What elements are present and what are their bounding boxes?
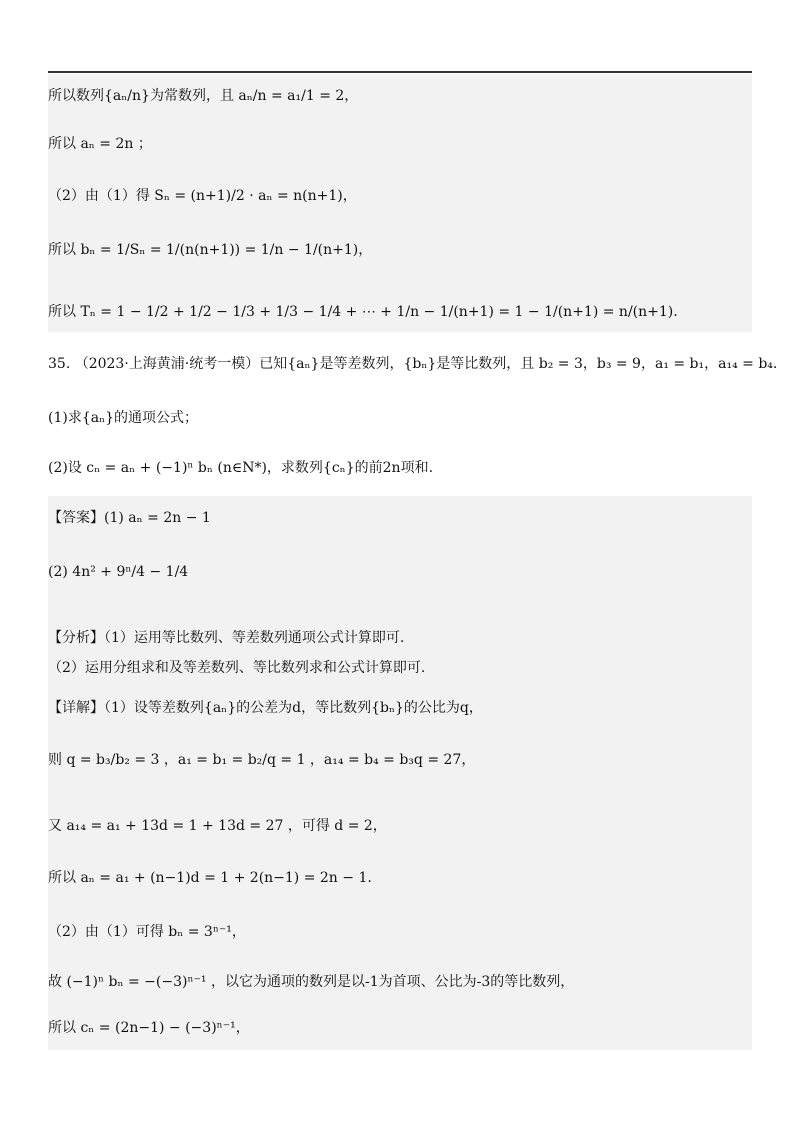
detail-line-5: （2）由（1）可得 bₙ = 3ⁿ⁻¹， bbox=[48, 924, 246, 940]
solution-line-3: （2）由（1）得 Sₙ = (n+1)/2 · aₙ = n(n+1)， bbox=[48, 188, 357, 204]
top-rule bbox=[48, 71, 752, 73]
answer-part-2: (2) 4n² + 9ⁿ/4 − 1/4 bbox=[48, 564, 189, 580]
problem-header: 35. （2023·上海黄浦·统考一模）已知{aₙ}是等差数列，{bₙ}是等比数列，且 b₂ = 3，b₃ = 9，a₁ = b₁，a₁₄ = b₄. bbox=[48, 356, 778, 372]
answer-part-1: 【答案】(1) aₙ = 2n − 1 bbox=[48, 510, 211, 526]
solution-line-1: 所以数列{aₙ/n}为常数列，且 aₙ/n = a₁/1 = 2， bbox=[48, 88, 359, 104]
detail-line-6: 故 (−1)ⁿ bₙ = −(−3)ⁿ⁻¹ ，以它为通项的数列是以-1为首项、公比为-3的等比数列， bbox=[48, 974, 575, 990]
analysis-line-2: （2）运用分组求和及等差数列、等比数列求和公式计算即可. bbox=[48, 660, 426, 676]
problem-question-2: (2)设 cₙ = aₙ + (−1)ⁿ bₙ (n∈N*)，求数列{cₙ}的前2n项和. bbox=[48, 460, 434, 476]
detail-line-3: 又 a₁₄ = a₁ + 13d = 1 + 13d = 27 ，可得 d = 2， bbox=[48, 818, 387, 834]
solution-line-2: 所以 aₙ = 2n ； bbox=[48, 136, 152, 152]
detail-line-1: 【详解】（1）设等差数列{aₙ}的公差为d，等比数列{bₙ}的公比为q， bbox=[48, 700, 483, 716]
detail-line-2: 则 q = b₃/b₂ = 3 ，a₁ = b₁ = b₂/q = 1 ，a₁₄ = b₄ = b₃q = 27， bbox=[48, 752, 476, 768]
solution-line-4: 所以 bₙ = 1/Sₙ = 1/(n(n+1)) = 1/n − 1/(n+1)， bbox=[48, 242, 373, 258]
analysis-line-1: 【分析】（1）运用等比数列、等差数列通项公式计算即可. bbox=[48, 630, 405, 646]
detail-line-7: 所以 cₙ = (2n−1) − (−3)ⁿ⁻¹， bbox=[48, 1020, 250, 1036]
solution-line-5: 所以 Tₙ = 1 − 1/2 + 1/2 − 1/3 + 1/3 − 1/4 + ⋯ + 1/n − 1/(n+1) = 1 − 1/(n+1) = n/(n+1). bbox=[48, 304, 678, 320]
problem-question-1: (1)求{aₙ}的通项公式； bbox=[48, 410, 199, 426]
detail-line-4: 所以 aₙ = a₁ + (n−1)d = 1 + 2(n−1) = 2n − 1. bbox=[48, 870, 372, 886]
